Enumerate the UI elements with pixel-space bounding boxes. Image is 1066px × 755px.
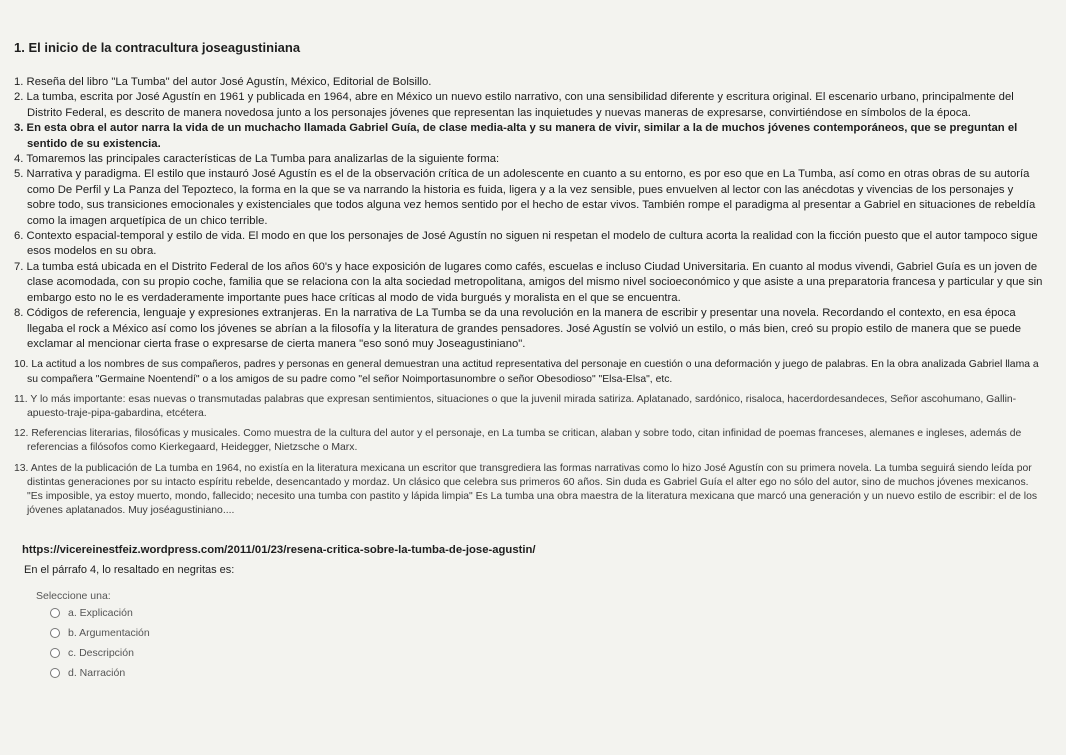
option-a-label: a. Explicación <box>68 607 133 620</box>
option-d[interactable] <box>50 666 1044 680</box>
option-c-label: c. Descripción <box>68 647 134 660</box>
paragraph-5: 5. Narrativa y paradigma. El estilo que instauró José Agustín es el de la observación crítica de un adolescente en cuanto a su entorno, es por eso que en La Tumba, así como en otras obras de su autoría como De Perfil y La Panza del Tepozteco, la forma en la que se va narrando la historia es fuida, ligera y a la vez sensible, pues envuelven al lector con las anécdotas y vivencias de los personajes y sobre todo, sus transiciones emocionales y existenciales que todos alguna vez hemos sentido por el hecho de estar vivos. También rompe el paradigma al presentar a Gabriel en situaciones de rebeldía como la imagen arquetípica de un chico terrible. <box>14 168 1036 227</box>
paragraph-11: 11. Y lo más importante: esas nuevas o transmutadas palabras que expresan sentimientos, situaciones o que la juvenil mirada satiriza. Aplatanado, sardónico, risaloca, hacerdordesandeces, Señor ascohumano, Gallin-apuesto-traje-pipa-gabardina, etcétera. <box>14 393 1017 419</box>
paragraph-8: 8. Códigos de referencia, lenguaje y expresiones extranjeras. En la narrativa de La Tumba se da una revolución en la manera de escribir y presentar una novela. Recordando el contexto, en esa época llegaba el rock a México así como los jóvenes se abrían a la filosofía y la literatura de grandes pensadores. José Agustín se volvió un estilo, o más bien, creó su propio estilo de manera que se puede exclamar al mencionar cierta frase o expresarse de cierta manera "eso sonó muy Joseagustiniano". <box>14 307 1022 350</box>
radio-b[interactable] <box>50 628 60 638</box>
option-b[interactable] <box>50 626 1044 640</box>
radio-a[interactable] <box>50 608 60 618</box>
option-d-label: d. Narración <box>68 667 126 680</box>
option-b-label: b. Argumentación <box>68 627 150 640</box>
question-instruction: En el párrafo 4, lo resaltado en negritas es: <box>24 564 235 577</box>
radio-d[interactable] <box>50 668 60 678</box>
paragraph-2: 2. La tumba, escrita por José Agustín en 1961 y publicada en 1964, abre en México un nuevo estilo narrativo, con una sensibilidad diferente y escritura original. El escenario urbano, principalmente del Distrito Federal, es descrito de manera novedosa junto a los personajes jóvenes que representan las inquietudes y nuevas maneras de expresarse, convirtiéndose en símbolos de la época. <box>14 91 1014 119</box>
paragraph-12: 12. Referencias literarias, filosóficas y musicales. Como muestra de la cultura del autor y el personaje, en La tumba se critican, alaban y sobre todo, citan infinidad de poemas franceses, alemanes e ingleses, además de referencias a filósofos como Kierkegaard, Heidegger, Nietzsche o Marx. <box>14 428 1022 454</box>
paragraph-10: 10. La actitud a los nombres de sus compañeros, padres y personas en general demuestran una actitud representativa del personaje en cuestión o una deformación y juego de palabras. En la obra analizada Gabriel llama a su compañera "Germaine Noentendí" o a los amigos de su padre como "el señor Noimportasunombre o señor Obesodioso" "Elsa-Elsa", etc. <box>14 359 1039 385</box>
select-prompt: Seleccione una: <box>36 590 111 603</box>
radio-c[interactable] <box>50 648 60 658</box>
paragraph-3: 3. En esta obra el autor narra la vida de un muchacho llamada Gabriel Guía, de clase media-alta y su manera de vivir, similar a la de muchos jóvenes contemporáneos, que se preguntan el sentido de su existencia. <box>14 122 1018 150</box>
paragraph-1: 1. Reseña del libro "La Tumba" del autor José Agustín, México, Editorial de Bolsillo. <box>14 76 432 88</box>
paragraph-6: 6. Contexto espacial-temporal y estilo de vida. El modo en que los personajes de José Agustín no siguen ni respetan el modelo de cultura acorta la realidad con la ficción puesto que el autor tampoco sigue esos modelos en su obra. <box>14 230 1038 258</box>
paragraph-13: 13. Antes de la publicación de La tumba en 1964, no existía en la literatura mexicana un escritor que transgrediera las formas narrativas como lo hizo José Agustín con su primera novela. La tumba seguirá siendo leída por distintas generaciones por su intacto espíritu rebelde, desencantado y mordaz. Un clásico que celebra sus primeros 60 años. Sin duda es Gabriel Guía el alter ego no sólo del autor, sino de muchos jóvenes mexicanos. "Es imposible, ya estoy muerto, mondo, fallecido; necesito una tumba con pastito y lápida limpia" Es La tumba una obra maestra de la literatura mexicana que marcó una generación y un nuevo estilo de escribir: el de los jóvenes aplatanados. Muy joséagustiniano.... <box>14 462 1038 517</box>
option-a[interactable] <box>50 606 1044 620</box>
document-title: 1. El inicio de la contracultura joseagustiniana <box>14 40 301 55</box>
paragraph-7: 7. La tumba está ubicada en el Distrito Federal de los años 60's y hace exposición de lugares como cafés, escuelas e incluso Ciudad Universitaria. En cuanto al modus vivendi, Gabriel Guía es un joven de clase acomodada, con su propio coche, familia que se relaciona con la alta sociedad metropolitana, amigos del mismo nivel socioeconómico y que asiste a una preparatoria francesa y particular y que sin embargo esto no le es verdaderamente importante pues hace críticas al modo de vida burgués y moralista en el que se encuentra. <box>14 260 1043 304</box>
source-url[interactable]: https://vicereinestfeiz.wordpress.com/2011/01/23/resena-critica-sobre-la-tumba-de-jose-agustin/ <box>22 544 536 557</box>
option-c[interactable] <box>50 646 1044 660</box>
paragraph-4: 4. Tomaremos las principales características de La Tumba para analizarlas de la siguiente forma: <box>14 153 500 166</box>
